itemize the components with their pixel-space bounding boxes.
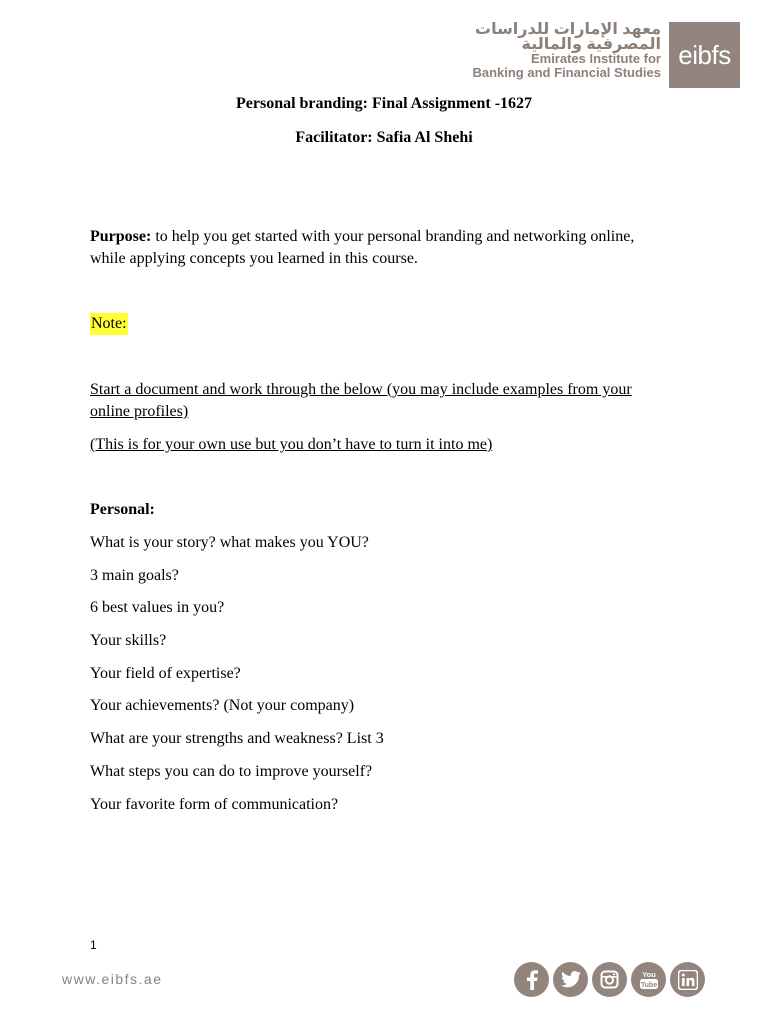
instructions-text: Start a document and work through the below (you may include examples from your online profiles) [90, 381, 632, 420]
list-item: Your field of expertise? [90, 664, 241, 682]
list-item: What are your strengths and weakness? List 3 [90, 730, 384, 748]
svg-text:You: You [641, 969, 656, 979]
logo-english-line1: Emirates Institute for [530, 51, 661, 66]
list-item: What steps you can do to improve yourself? [90, 762, 373, 780]
list-item: 6 best values in you? [90, 599, 225, 617]
facebook-icon[interactable] [514, 962, 549, 997]
twitter-icon[interactable] [553, 962, 588, 997]
purpose-text: to help you get started with your personal branding and networking online, while applying concepts you learned in this course. [90, 228, 635, 267]
svg-text:Tube: Tube [640, 981, 657, 989]
purpose-paragraph [90, 226, 670, 270]
purpose-label: Purpose: [90, 228, 152, 245]
logo-arabic-line2: المصرفية والمالية [521, 36, 661, 53]
header-logo [472, 22, 740, 88]
logo-mark: eibfs [669, 22, 740, 88]
list-item: Your skills? [90, 632, 167, 650]
document-title: Personal branding: Final Assignment -1627 [235, 95, 533, 112]
list-item: Your achievements? (Not your company) [90, 697, 355, 715]
linkedin-icon[interactable] [670, 962, 705, 997]
instructions-note: (This is for your own use but you don’t have to turn it into me) [90, 436, 493, 453]
list-item: 3 main goals? [90, 566, 179, 584]
logo-english-line2: Banking and Financial Studies [472, 65, 661, 80]
list-item: Your favorite form of communication? [90, 795, 339, 813]
instagram-icon[interactable] [592, 962, 627, 997]
question-list [90, 532, 384, 826]
youtube-icon[interactable] [631, 962, 666, 997]
personal-heading: Personal: [90, 501, 155, 518]
facilitator-line: Facilitator: Safia Al Shehi [295, 129, 473, 146]
logo-text [472, 22, 661, 80]
page-number: 1 [90, 938, 97, 952]
logo-arabic-line1: معهد الإمارات للدراسات [474, 21, 661, 38]
footer-url-link[interactable]: www.eibfs.ae [62, 971, 163, 987]
social-links [514, 962, 705, 997]
note-label: Note: [90, 313, 128, 335]
list-item: What is your story? what makes you YOU? [90, 534, 369, 551]
